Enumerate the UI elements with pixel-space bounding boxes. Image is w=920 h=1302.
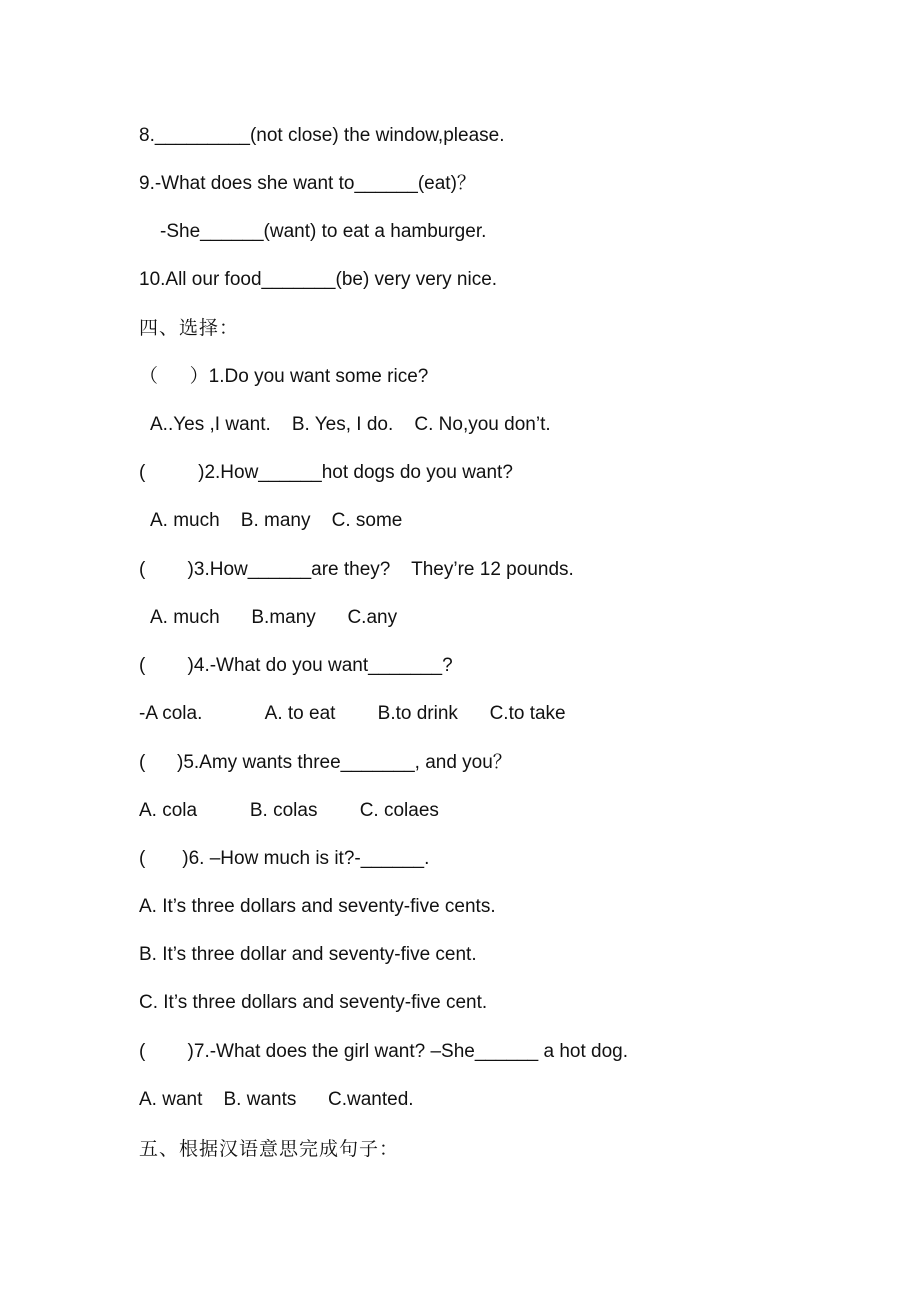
choice-question-1: （ ）1.Do you want some rice? [139, 366, 429, 387]
choice-options-3: A. much B.many C.any [150, 607, 398, 628]
choice-options-2: A. much B. many C. some [150, 510, 403, 531]
choice-options-4: -A cola. A. to eat B.to drink C.to take [139, 703, 566, 724]
fill-in-question-10: 10.All our food_______(be) very very nice. [139, 269, 498, 290]
choice-question-7: ( )7.-What does the girl want? –She______ a hot dog. [139, 1041, 629, 1062]
choice-option-6b: B. It’s three dollar and seventy-five cent. [139, 944, 477, 965]
choice-question-2: ( )2.How______hot dogs do you want? [139, 462, 513, 483]
choice-question-6: ( )6. –How much is it?-______. [139, 848, 430, 869]
choice-options-7: A. want B. wants C.wanted. [139, 1089, 414, 1110]
section-heading-translation: 五、根据汉语意思完成句子： [139, 1138, 400, 1160]
choice-question-5: ( )5.Amy wants three_______, and you？ [139, 752, 512, 773]
fill-in-question-9: 9.-What does she want to______(eat)？ [139, 173, 476, 194]
choice-question-4: ( )4.-What do you want_______? [139, 655, 453, 676]
choice-options-1: A..Yes ,I want. B. Yes, I do. C. No,you don’t. [150, 414, 551, 435]
choice-options-5: A. cola B. colas C. colaes [139, 800, 439, 821]
section-heading-choice: 四、选择： [139, 317, 240, 339]
fill-in-question-8: 8._________(not close) the window,please. [139, 125, 505, 146]
choice-question-3: ( )3.How______are they? They’re 12 pounds. [139, 559, 574, 580]
choice-option-6c: C. It’s three dollars and seventy-five cent. [139, 992, 488, 1013]
fill-in-answer-9: -She______(want) to eat a hamburger. [160, 221, 487, 242]
choice-option-6a: A. It’s three dollars and seventy-five cents. [139, 896, 496, 917]
